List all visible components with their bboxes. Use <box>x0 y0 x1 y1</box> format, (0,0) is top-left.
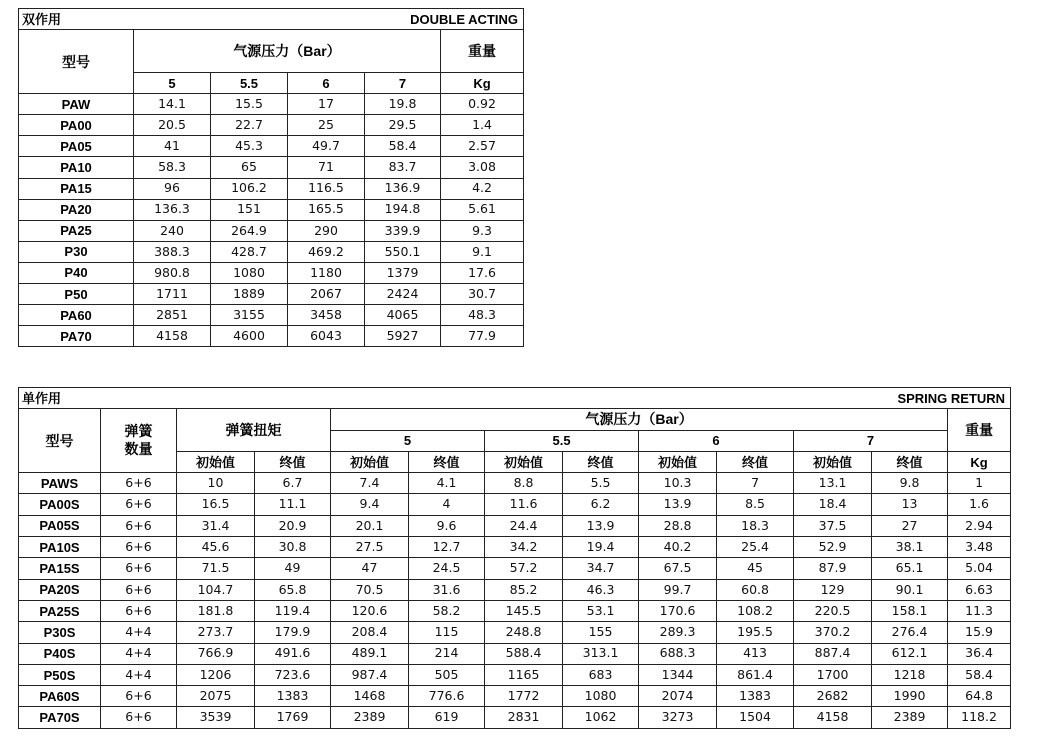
pressure-5-header: 5 <box>331 430 485 451</box>
value-cell: 489.1 <box>331 643 409 664</box>
table-row <box>19 515 1011 536</box>
value-cell: 58.3 <box>134 157 211 178</box>
value-cell: 6+6 <box>101 515 177 536</box>
value-cell: 13.9 <box>639 494 717 515</box>
value-cell: 14.1 <box>134 94 211 115</box>
model-cell: P40S <box>19 643 101 664</box>
value-cell: 290 <box>288 220 365 241</box>
value-cell: 29.5 <box>365 115 441 136</box>
model-cell: P50S <box>19 664 101 685</box>
value-cell: 428.7 <box>211 241 288 262</box>
value-cell: 1.6 <box>948 494 1011 515</box>
value-cell: 155 <box>563 622 639 643</box>
model-cell: PA00 <box>19 115 134 136</box>
value-cell: 108.2 <box>717 600 794 621</box>
value-cell: 170.6 <box>639 600 717 621</box>
value-cell: 30.7 <box>441 284 524 305</box>
table-row <box>19 326 524 347</box>
value-cell: 41 <box>134 136 211 157</box>
value-cell: 10.3 <box>639 473 717 494</box>
table-row <box>19 622 1011 643</box>
value-cell: 214 <box>409 643 485 664</box>
spring-torque-header: 弹簧扭矩 <box>177 409 331 452</box>
model-cell: PA70 <box>19 326 134 347</box>
table-row <box>19 494 1011 515</box>
value-cell: 20.9 <box>255 515 331 536</box>
model-cell: PA15S <box>19 558 101 579</box>
value-cell: 60.8 <box>717 579 794 600</box>
value-cell: 4+4 <box>101 622 177 643</box>
value-cell: 13.9 <box>563 515 639 536</box>
value-cell: 90.1 <box>872 579 948 600</box>
value-cell: 4.2 <box>441 178 524 199</box>
value-cell: 9.4 <box>331 494 409 515</box>
value-cell: 1180 <box>288 262 365 283</box>
table-row <box>19 178 524 199</box>
value-cell: 158.1 <box>872 600 948 621</box>
table-title-cn: 单作用 <box>19 388 485 409</box>
value-cell: 13 <box>872 494 948 515</box>
value-cell: 1383 <box>255 686 331 707</box>
value-cell: 4+4 <box>101 643 177 664</box>
value-cell: 5927 <box>365 326 441 347</box>
value-cell: 11.3 <box>948 600 1011 621</box>
model-cell: PA00S <box>19 494 101 515</box>
value-cell: 85.2 <box>485 579 563 600</box>
table-row <box>19 136 524 157</box>
value-cell: 129 <box>794 579 872 600</box>
value-cell: 1.4 <box>441 115 524 136</box>
table-row <box>19 686 1011 707</box>
value-cell: 6+6 <box>101 579 177 600</box>
value-cell: 18.3 <box>717 515 794 536</box>
table-row <box>19 664 1011 685</box>
value-cell: 6+6 <box>101 537 177 558</box>
value-cell: 1 <box>948 473 1011 494</box>
model-cell: PA20S <box>19 579 101 600</box>
value-cell: 6.7 <box>255 473 331 494</box>
p5-start-header: 初始值 <box>331 451 409 472</box>
value-cell: 2831 <box>485 707 563 728</box>
value-cell: 20.1 <box>331 515 409 536</box>
value-cell: 15.9 <box>948 622 1011 643</box>
value-cell: 151 <box>211 199 288 220</box>
value-cell: 1711 <box>134 284 211 305</box>
value-cell: 1165 <box>485 664 563 685</box>
value-cell: 49 <box>255 558 331 579</box>
value-cell: 6+6 <box>101 558 177 579</box>
value-cell: 248.8 <box>485 622 563 643</box>
value-cell: 36.4 <box>948 643 1011 664</box>
value-cell: 45.3 <box>211 136 288 157</box>
value-cell: 22.7 <box>211 115 288 136</box>
value-cell: 65.1 <box>872 558 948 579</box>
value-cell: 19.8 <box>365 94 441 115</box>
table-title-row <box>19 9 524 30</box>
table-row <box>19 600 1011 621</box>
value-cell: 313.1 <box>563 643 639 664</box>
value-cell: 1990 <box>872 686 948 707</box>
value-cell: 6+6 <box>101 494 177 515</box>
value-cell: 2.94 <box>948 515 1011 536</box>
model-cell: P30S <box>19 622 101 643</box>
value-cell: 1772 <box>485 686 563 707</box>
model-cell: PA15 <box>19 178 134 199</box>
p6-start-header: 初始值 <box>639 451 717 472</box>
pressure-6-header: 6 <box>639 430 794 451</box>
value-cell: 118.2 <box>948 707 1011 728</box>
value-cell: 77.9 <box>441 326 524 347</box>
model-cell: PAW <box>19 94 134 115</box>
weight-unit-header: Kg <box>948 451 1011 472</box>
pressure-header: 气源压力（Bar） <box>134 30 441 73</box>
value-cell: 16.5 <box>177 494 255 515</box>
p5.5-end-header: 终值 <box>563 451 639 472</box>
weight-header: 重量 <box>948 409 1011 452</box>
table-row <box>19 115 524 136</box>
value-cell: 9.3 <box>441 220 524 241</box>
value-cell: 58.4 <box>365 136 441 157</box>
value-cell: 67.5 <box>639 558 717 579</box>
value-cell: 1062 <box>563 707 639 728</box>
value-cell: 469.2 <box>288 241 365 262</box>
value-cell: 3.08 <box>441 157 524 178</box>
model-cell: PA10 <box>19 157 134 178</box>
table-row <box>19 537 1011 558</box>
value-cell: 6+6 <box>101 707 177 728</box>
table-title-row <box>19 388 1011 409</box>
value-cell: 688.3 <box>639 643 717 664</box>
value-cell: 861.4 <box>717 664 794 685</box>
value-cell: 588.4 <box>485 643 563 664</box>
value-cell: 2682 <box>794 686 872 707</box>
value-cell: 25 <box>288 115 365 136</box>
table-row <box>19 220 524 241</box>
value-cell: 505 <box>409 664 485 685</box>
value-cell: 65 <box>211 157 288 178</box>
value-cell: 6+6 <box>101 600 177 621</box>
header-row-1 <box>19 409 1011 430</box>
value-cell: 96 <box>134 178 211 199</box>
value-cell: 3458 <box>288 305 365 326</box>
p6-end-header: 终值 <box>717 451 794 472</box>
table-row <box>19 94 524 115</box>
value-cell: 413 <box>717 643 794 664</box>
weight-header: 重量 <box>441 30 524 73</box>
value-cell: 24.5 <box>409 558 485 579</box>
value-cell: 1383 <box>717 686 794 707</box>
model-cell: PA20 <box>19 199 134 220</box>
value-cell: 2424 <box>365 284 441 305</box>
table-title-en: DOUBLE ACTING <box>288 9 524 30</box>
value-cell: 37.5 <box>794 515 872 536</box>
value-cell: 2067 <box>288 284 365 305</box>
spring-end-header: 终值 <box>255 451 331 472</box>
value-cell: 165.5 <box>288 199 365 220</box>
value-cell: 115 <box>409 622 485 643</box>
table-row <box>19 473 1011 494</box>
value-cell: 3273 <box>639 707 717 728</box>
pressure-6-header: 6 <box>288 73 365 94</box>
value-cell: 7 <box>717 473 794 494</box>
value-cell: 619 <box>409 707 485 728</box>
value-cell: 17.6 <box>441 262 524 283</box>
value-cell: 47 <box>331 558 409 579</box>
model-cell: P30 <box>19 241 134 262</box>
value-cell: 6.2 <box>563 494 639 515</box>
value-cell: 1080 <box>211 262 288 283</box>
value-cell: 0.92 <box>441 94 524 115</box>
p7-end-header: 终值 <box>872 451 948 472</box>
value-cell: 6+6 <box>101 473 177 494</box>
value-cell: 2851 <box>134 305 211 326</box>
model-cell: P50 <box>19 284 134 305</box>
value-cell: 49.7 <box>288 136 365 157</box>
value-cell: 4 <box>409 494 485 515</box>
value-cell: 58.4 <box>948 664 1011 685</box>
value-cell: 264.9 <box>211 220 288 241</box>
value-cell: 4065 <box>365 305 441 326</box>
value-cell: 1218 <box>872 664 948 685</box>
value-cell: 4600 <box>211 326 288 347</box>
value-cell: 48.3 <box>441 305 524 326</box>
table-title-cn: 双作用 <box>19 9 288 30</box>
value-cell: 1889 <box>211 284 288 305</box>
p5.5-start-header: 初始值 <box>485 451 563 472</box>
value-cell: 65.8 <box>255 579 331 600</box>
value-cell: 5.04 <box>948 558 1011 579</box>
value-cell: 87.9 <box>794 558 872 579</box>
value-cell: 273.7 <box>177 622 255 643</box>
value-cell: 980.8 <box>134 262 211 283</box>
pressure-7-header: 7 <box>794 430 948 451</box>
value-cell: 491.6 <box>255 643 331 664</box>
value-cell: 2074 <box>639 686 717 707</box>
value-cell: 12.7 <box>409 537 485 558</box>
pressure-5.5-header: 5.5 <box>485 430 639 451</box>
value-cell: 104.7 <box>177 579 255 600</box>
value-cell: 1769 <box>255 707 331 728</box>
value-cell: 31.4 <box>177 515 255 536</box>
model-cell: PA05 <box>19 136 134 157</box>
table-row <box>19 241 524 262</box>
model-cell: PA25 <box>19 220 134 241</box>
pressure-header: 气源压力（Bar） <box>331 409 948 430</box>
value-cell: 145.5 <box>485 600 563 621</box>
value-cell: 8.5 <box>717 494 794 515</box>
header-row <box>19 30 524 73</box>
value-cell: 683 <box>563 664 639 685</box>
value-cell: 2.57 <box>441 136 524 157</box>
table-row <box>19 284 524 305</box>
value-cell: 195.5 <box>717 622 794 643</box>
value-cell: 3.48 <box>948 537 1011 558</box>
spring-return-table <box>18 387 1011 729</box>
value-cell: 27 <box>872 515 948 536</box>
model-header: 型号 <box>19 409 101 473</box>
value-cell: 9.8 <box>872 473 948 494</box>
value-cell: 289.3 <box>639 622 717 643</box>
value-cell: 339.9 <box>365 220 441 241</box>
spring-qty-header: 弹簧数量 <box>101 409 177 473</box>
value-cell: 13.1 <box>794 473 872 494</box>
model-cell: P40 <box>19 262 134 283</box>
value-cell: 70.5 <box>331 579 409 600</box>
model-cell: PA25S <box>19 600 101 621</box>
value-cell: 1379 <box>365 262 441 283</box>
value-cell: 18.4 <box>794 494 872 515</box>
pressure-5.5-header: 5.5 <box>211 73 288 94</box>
value-cell: 3155 <box>211 305 288 326</box>
value-cell: 19.4 <box>563 537 639 558</box>
value-cell: 99.7 <box>639 579 717 600</box>
value-cell: 136.9 <box>365 178 441 199</box>
table-title-en: SPRING RETURN <box>485 388 1011 409</box>
value-cell: 45 <box>717 558 794 579</box>
table-row <box>19 707 1011 728</box>
value-cell: 220.5 <box>794 600 872 621</box>
value-cell: 46.3 <box>563 579 639 600</box>
value-cell: 136.3 <box>134 199 211 220</box>
value-cell: 6043 <box>288 326 365 347</box>
value-cell: 887.4 <box>794 643 872 664</box>
value-cell: 1504 <box>717 707 794 728</box>
value-cell: 9.6 <box>409 515 485 536</box>
double-acting-table <box>18 8 524 347</box>
table-row <box>19 643 1011 664</box>
value-cell: 27.5 <box>331 537 409 558</box>
value-cell: 5.5 <box>563 473 639 494</box>
value-cell: 4+4 <box>101 664 177 685</box>
value-cell: 15.5 <box>211 94 288 115</box>
value-cell: 1468 <box>331 686 409 707</box>
value-cell: 53.1 <box>563 600 639 621</box>
table-row <box>19 579 1011 600</box>
value-cell: 11.6 <box>485 494 563 515</box>
value-cell: 208.4 <box>331 622 409 643</box>
value-cell: 120.6 <box>331 600 409 621</box>
value-cell: 766.9 <box>177 643 255 664</box>
value-cell: 38.1 <box>872 537 948 558</box>
spring-start-header: 初始值 <box>177 451 255 472</box>
value-cell: 28.8 <box>639 515 717 536</box>
model-cell: PA60 <box>19 305 134 326</box>
value-cell: 57.2 <box>485 558 563 579</box>
model-cell: PAWS <box>19 473 101 494</box>
model-cell: PA10S <box>19 537 101 558</box>
value-cell: 4158 <box>134 326 211 347</box>
value-cell: 34.7 <box>563 558 639 579</box>
value-cell: 2389 <box>872 707 948 728</box>
value-cell: 6.63 <box>948 579 1011 600</box>
value-cell: 40.2 <box>639 537 717 558</box>
value-cell: 71.5 <box>177 558 255 579</box>
table-row <box>19 199 524 220</box>
table-row <box>19 157 524 178</box>
value-cell: 240 <box>134 220 211 241</box>
value-cell: 30.8 <box>255 537 331 558</box>
value-cell: 194.8 <box>365 199 441 220</box>
value-cell: 4.1 <box>409 473 485 494</box>
value-cell: 6+6 <box>101 686 177 707</box>
value-cell: 34.2 <box>485 537 563 558</box>
value-cell: 776.6 <box>409 686 485 707</box>
value-cell: 370.2 <box>794 622 872 643</box>
value-cell: 71 <box>288 157 365 178</box>
p5-end-header: 终值 <box>409 451 485 472</box>
model-cell: PA05S <box>19 515 101 536</box>
table-row <box>19 262 524 283</box>
value-cell: 2075 <box>177 686 255 707</box>
value-cell: 4158 <box>794 707 872 728</box>
p7-start-header: 初始值 <box>794 451 872 472</box>
value-cell: 1206 <box>177 664 255 685</box>
value-cell: 52.9 <box>794 537 872 558</box>
model-cell: PA70S <box>19 707 101 728</box>
pressure-5-header: 5 <box>134 73 211 94</box>
value-cell: 10 <box>177 473 255 494</box>
pressure-7-header: 7 <box>365 73 441 94</box>
table-row <box>19 558 1011 579</box>
value-cell: 723.6 <box>255 664 331 685</box>
value-cell: 181.8 <box>177 600 255 621</box>
value-cell: 116.5 <box>288 178 365 199</box>
model-header: 型号 <box>19 30 134 94</box>
value-cell: 31.6 <box>409 579 485 600</box>
value-cell: 45.6 <box>177 537 255 558</box>
value-cell: 58.2 <box>409 600 485 621</box>
value-cell: 1344 <box>639 664 717 685</box>
value-cell: 106.2 <box>211 178 288 199</box>
value-cell: 2389 <box>331 707 409 728</box>
value-cell: 7.4 <box>331 473 409 494</box>
model-cell: PA60S <box>19 686 101 707</box>
value-cell: 3539 <box>177 707 255 728</box>
value-cell: 20.5 <box>134 115 211 136</box>
value-cell: 1700 <box>794 664 872 685</box>
value-cell: 11.1 <box>255 494 331 515</box>
value-cell: 1080 <box>563 686 639 707</box>
value-cell: 64.8 <box>948 686 1011 707</box>
value-cell: 25.4 <box>717 537 794 558</box>
value-cell: 8.8 <box>485 473 563 494</box>
value-cell: 5.61 <box>441 199 524 220</box>
value-cell: 17 <box>288 94 365 115</box>
value-cell: 83.7 <box>365 157 441 178</box>
value-cell: 119.4 <box>255 600 331 621</box>
weight-unit-header: Kg <box>441 73 524 94</box>
value-cell: 179.9 <box>255 622 331 643</box>
value-cell: 987.4 <box>331 664 409 685</box>
value-cell: 612.1 <box>872 643 948 664</box>
value-cell: 24.4 <box>485 515 563 536</box>
value-cell: 9.1 <box>441 241 524 262</box>
value-cell: 276.4 <box>872 622 948 643</box>
table-row <box>19 305 524 326</box>
value-cell: 388.3 <box>134 241 211 262</box>
value-cell: 550.1 <box>365 241 441 262</box>
